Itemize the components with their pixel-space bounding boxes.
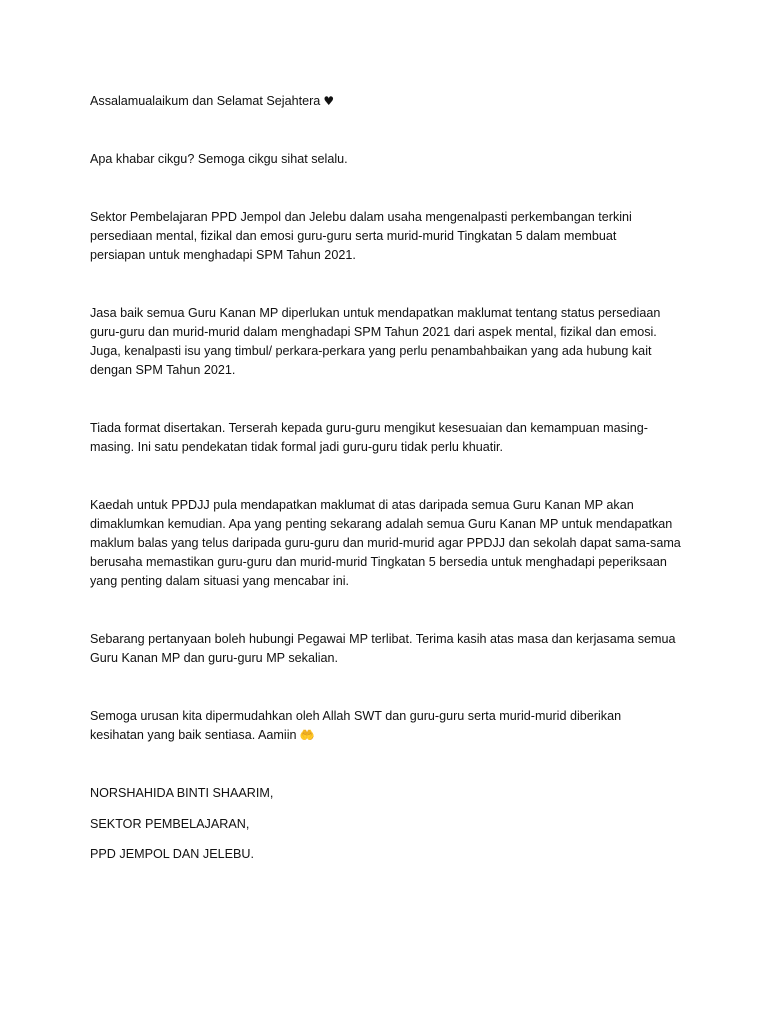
text-line: masing. Ini satu pendekatan tidak formal jadi guru-guru tidak perlu khuatir. xyxy=(90,440,504,454)
paragraph-closing xyxy=(90,707,670,745)
text-line: dengan SPM Tahun 2021. xyxy=(90,363,236,377)
text-line: persiapan untuk menghadapi SPM Tahun 2021. xyxy=(90,248,356,262)
paragraph-contact xyxy=(90,630,676,668)
paragraph-wellbeing xyxy=(90,150,670,169)
text-line: Juga, kenalpasti isu yang timbul/ perkara-perkara yang perlu penambahbaikan yang ada hubung kait xyxy=(90,344,652,358)
praying-hands-icon: 🤲 xyxy=(299,728,315,742)
paragraph-method xyxy=(90,496,681,591)
text-line: Semoga urusan kita dipermudahkan oleh Allah SWT dan guru-guru serta murid-murid diberikan xyxy=(90,709,622,723)
greeting-line xyxy=(90,92,670,111)
signature-office: PPD JEMPOL DAN JELEBU. xyxy=(90,847,254,861)
text-line: maklum balas yang telus daripada guru-guru dan murid-murid agar PPDJJ dan sekolah dapat sama-sama xyxy=(90,536,681,550)
text-line: Jasa baik semua Guru Kanan MP diperlukan untuk mendapatkan maklumat tentang status persediaan xyxy=(90,306,661,320)
text-line: Sebarang pertanyaan boleh hubungi Pegawai MP terlibat. Terima kasih atas masa dan kerjasama semua xyxy=(90,632,676,646)
paragraph-request xyxy=(90,304,670,380)
greeting-text: Assalamualaikum dan Selamat Sejahtera xyxy=(90,94,321,108)
text-line: yang penting dalam situasi yang mencabar ini. xyxy=(90,574,350,588)
text-line: dimaklumkan kemudian. Apa yang penting sekarang adalah semua Guru Kanan MP untuk mendapatkan xyxy=(90,517,673,531)
signature-sector: SEKTOR PEMBELAJARAN, xyxy=(90,817,250,831)
text-line: Kaedah untuk PPDJJ pula mendapatkan maklumat di atas daripada semua Guru Kanan MP akan xyxy=(90,498,634,512)
paragraph-purpose xyxy=(90,208,670,265)
text-line: berusaha memastikan guru-guru dan murid-murid Tingkatan 5 bersedia untuk menghadapi peperiksaan xyxy=(90,555,667,569)
signature-name: NORSHAHIDA BINTI SHAARIM, xyxy=(90,786,274,800)
closing-text: kesihatan yang baik sentiasa. Aamiin xyxy=(90,728,297,742)
heart-icon: ♥ xyxy=(323,94,335,108)
paragraph-format xyxy=(90,419,670,457)
text-line: Apa khabar cikgu? Semoga cikgu sihat selalu. xyxy=(90,152,348,166)
text-line: Guru Kanan MP dan guru-guru MP sekalian. xyxy=(90,651,339,665)
text-line: Sektor Pembelajaran PPD Jempol dan Jelebu dalam usaha mengenalpasti perkembangan terkini xyxy=(90,210,632,224)
text-line: persediaan mental, fizikal dan emosi guru-guru serta murid-murid Tingkatan 5 dalam membuat xyxy=(90,229,617,243)
text-line xyxy=(90,726,670,745)
text-line: Tiada format disertakan. Terserah kepada guru-guru mengikut kesesuaian dan kemampuan masing- xyxy=(90,421,648,435)
text-line: guru-guru dan murid-murid dalam menghadapi SPM Tahun 2021 dari aspek mental, fizikal dan emosi. xyxy=(90,325,657,339)
